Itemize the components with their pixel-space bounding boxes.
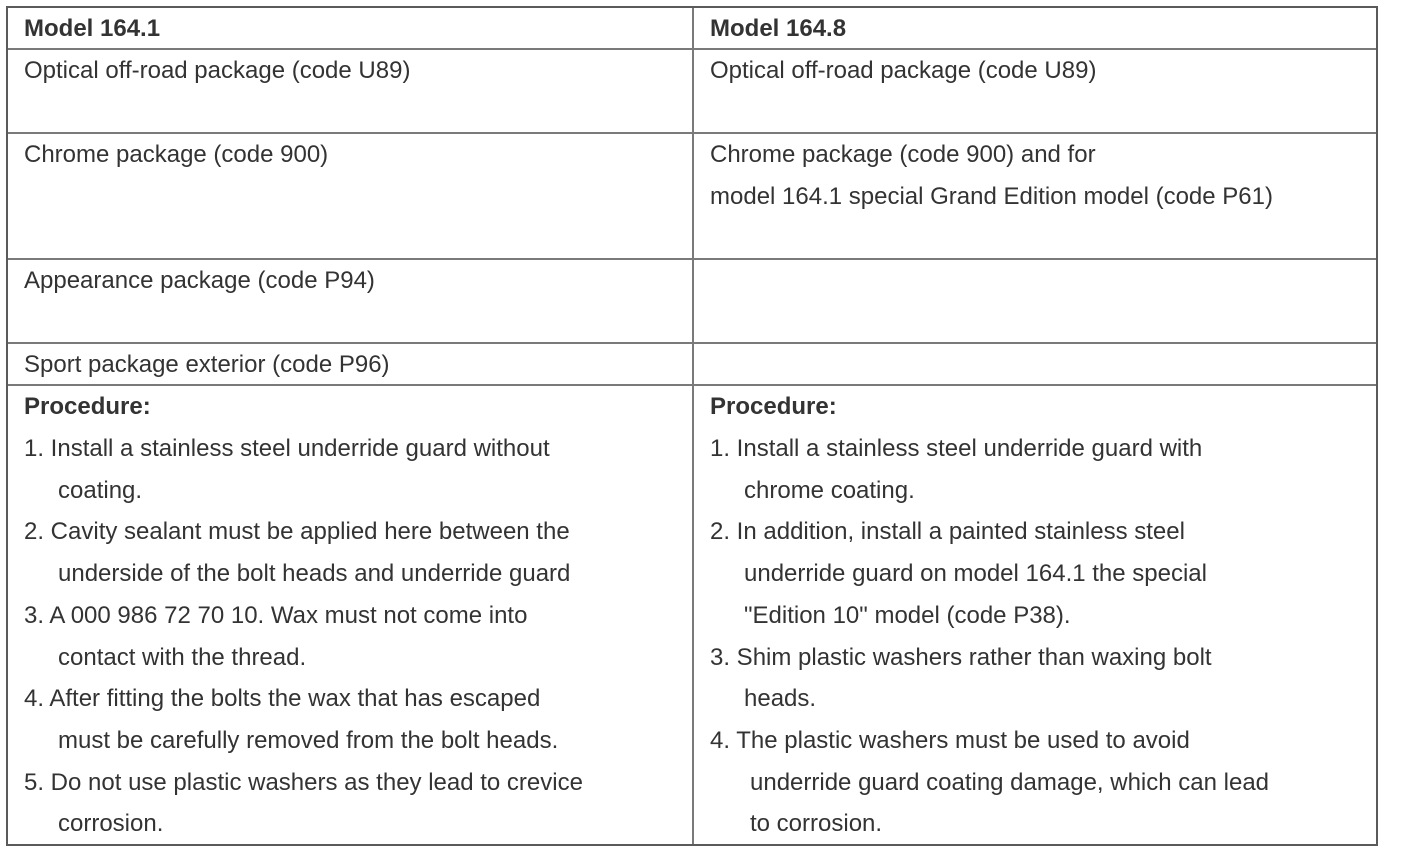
step-line: 4. After fitting the bolts the wax that has escaped bbox=[24, 685, 541, 713]
table-row bbox=[8, 50, 1376, 134]
procedure-steps bbox=[710, 428, 1376, 845]
table-cell bbox=[694, 344, 1376, 384]
procedure-step bbox=[24, 428, 692, 511]
step-line: underride guard on model 164.1 the special bbox=[744, 560, 1207, 588]
step-line: 3. Shim plastic washers rather than waxing bolt bbox=[710, 643, 1212, 671]
step-line: chrome coating. bbox=[744, 476, 915, 504]
procedure-row bbox=[8, 386, 1376, 844]
step-line: 2. In addition, install a painted stainless steel bbox=[710, 518, 1185, 546]
table-cell bbox=[694, 50, 1376, 132]
cell-text: Optical off-road package (code U89) bbox=[24, 57, 411, 84]
table-cell bbox=[8, 344, 694, 384]
table-cell bbox=[8, 50, 694, 132]
header-label: Model 164.8 bbox=[710, 15, 847, 42]
cell-text: model 164.1 special Grand Edition model (code P61) bbox=[710, 183, 1273, 210]
header-label: Model 164.1 bbox=[24, 15, 161, 42]
step-line: 1. Install a stainless steel underride guard without bbox=[24, 435, 550, 462]
cell-text: Optical off-road package (code U89) bbox=[710, 57, 1097, 84]
step-line: "Edition 10" model (code P38). bbox=[744, 601, 1071, 629]
table-cell bbox=[694, 260, 1376, 342]
cell-text: Sport package exterior (code P96) bbox=[24, 351, 390, 378]
table-header-row bbox=[8, 8, 1376, 50]
cell-text: Chrome package (code 900) bbox=[24, 141, 329, 168]
step-line: corrosion. bbox=[58, 810, 164, 838]
header-cell-model-164-8 bbox=[694, 8, 1376, 48]
procedure-step bbox=[24, 595, 692, 678]
procedure-cell-left bbox=[8, 386, 694, 844]
procedure-step bbox=[710, 511, 1376, 636]
step-line: underside of the bolt heads and underride guard bbox=[58, 560, 571, 588]
procedure-title: Procedure: bbox=[710, 393, 837, 420]
procedure-cell-right bbox=[694, 386, 1376, 844]
step-line: to corrosion. bbox=[750, 810, 883, 838]
procedure-step bbox=[710, 720, 1376, 845]
cell-text: Chrome package (code 900) and for bbox=[710, 141, 1096, 168]
procedure-step bbox=[24, 511, 692, 594]
header-cell-model-164-1 bbox=[8, 8, 694, 48]
step-line: 1. Install a stainless steel underride guard with bbox=[710, 435, 1203, 462]
table-cell bbox=[8, 134, 694, 258]
table-row bbox=[8, 344, 1376, 386]
procedure-step bbox=[24, 762, 692, 845]
table-row bbox=[8, 134, 1376, 260]
table-row bbox=[8, 260, 1376, 344]
procedure-title: Procedure: bbox=[24, 393, 151, 420]
step-line: coating. bbox=[58, 476, 143, 504]
cell-text: Appearance package (code P94) bbox=[24, 267, 375, 294]
step-line: contact with the thread. bbox=[58, 643, 307, 671]
table-cell bbox=[694, 134, 1376, 258]
step-line: 5. Do not use plastic washers as they lead to crevice bbox=[24, 768, 583, 796]
step-line: 2. Cavity sealant must be applied here between the bbox=[24, 518, 570, 546]
package-procedure-table bbox=[6, 6, 1378, 846]
procedure-steps bbox=[24, 428, 692, 845]
step-line: underride guard coating damage, which can lead bbox=[750, 768, 1270, 796]
procedure-step bbox=[24, 678, 692, 761]
step-line: heads. bbox=[744, 685, 817, 713]
step-line: 3. A 000 986 72 70 10. Wax must not come into bbox=[24, 601, 528, 629]
procedure-step bbox=[710, 428, 1376, 511]
step-line: 4. The plastic washers must be used to avoid bbox=[710, 726, 1190, 754]
step-line: must be carefully removed from the bolt heads. bbox=[58, 726, 559, 754]
procedure-step bbox=[710, 637, 1376, 720]
table-cell bbox=[8, 260, 694, 342]
